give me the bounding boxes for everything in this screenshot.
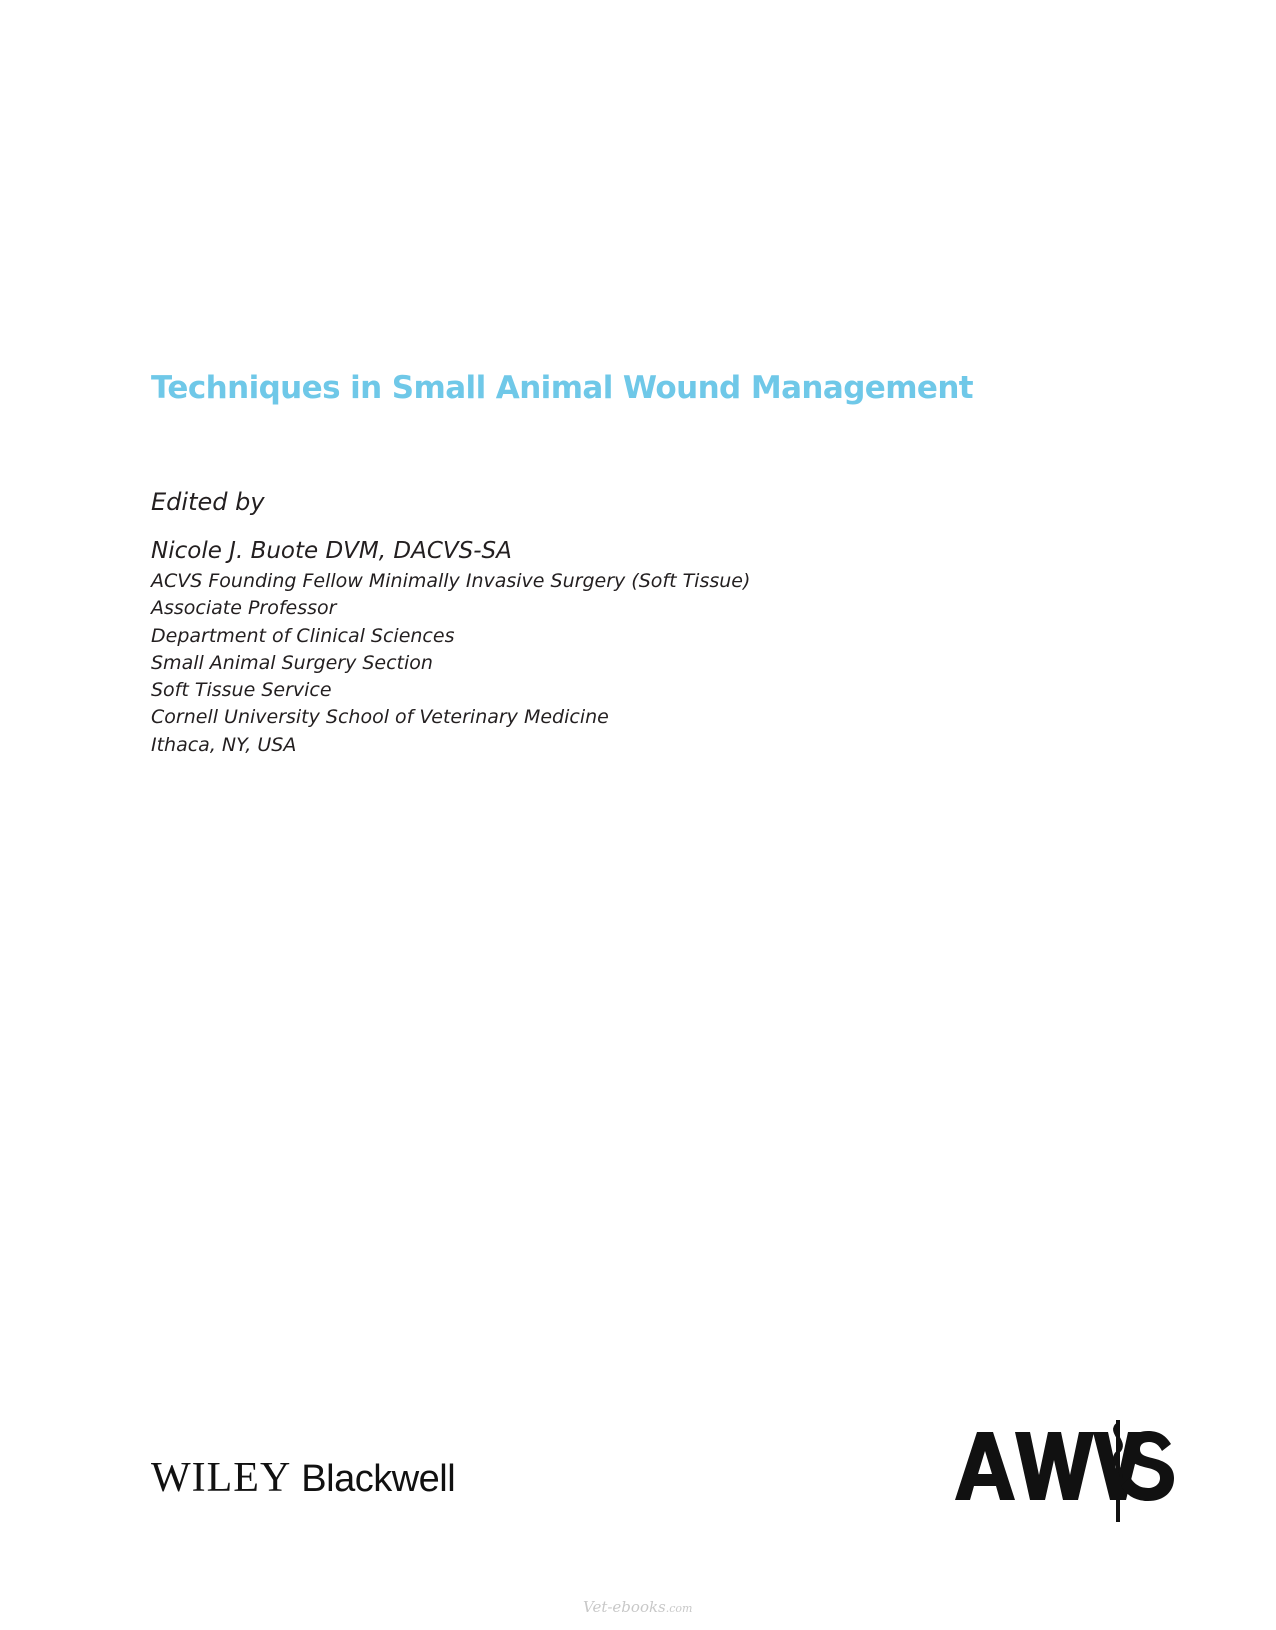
- affiliation-line: Small Animal Surgery Section: [151, 651, 433, 674]
- book-title: Techniques in Small Animal Wound Management: [151, 370, 974, 406]
- editor-affiliations: [151, 568, 750, 759]
- affiliation-line: Ithaca, NY, USA: [151, 733, 297, 756]
- watermark-main: Vet-ebooks: [583, 1598, 666, 1616]
- affiliation-line: Cornell University School of Veterinary Medicine: [151, 706, 609, 729]
- blackwell-wordmark: Blackwell: [301, 1458, 456, 1500]
- watermark-suffix: .com: [665, 1602, 693, 1615]
- awvs-logo: [955, 1420, 1175, 1525]
- editor-name: Nicole J. Buote DVM, DACVS-SA: [151, 538, 512, 564]
- affiliation-line: Soft Tissue Service: [151, 679, 332, 702]
- affiliation-line: Department of Clinical Sciences: [151, 624, 455, 647]
- wiley-blackwell-logo: [151, 1454, 455, 1502]
- watermark: [583, 1598, 692, 1616]
- edited-by-label: Edited by: [151, 488, 265, 516]
- wiley-wordmark: WILEY: [151, 1455, 292, 1501]
- affiliation-line: ACVS Founding Fellow Minimally Invasive Surgery (Soft Tissue): [151, 570, 751, 592]
- affiliation-line: Associate Professor: [151, 597, 337, 620]
